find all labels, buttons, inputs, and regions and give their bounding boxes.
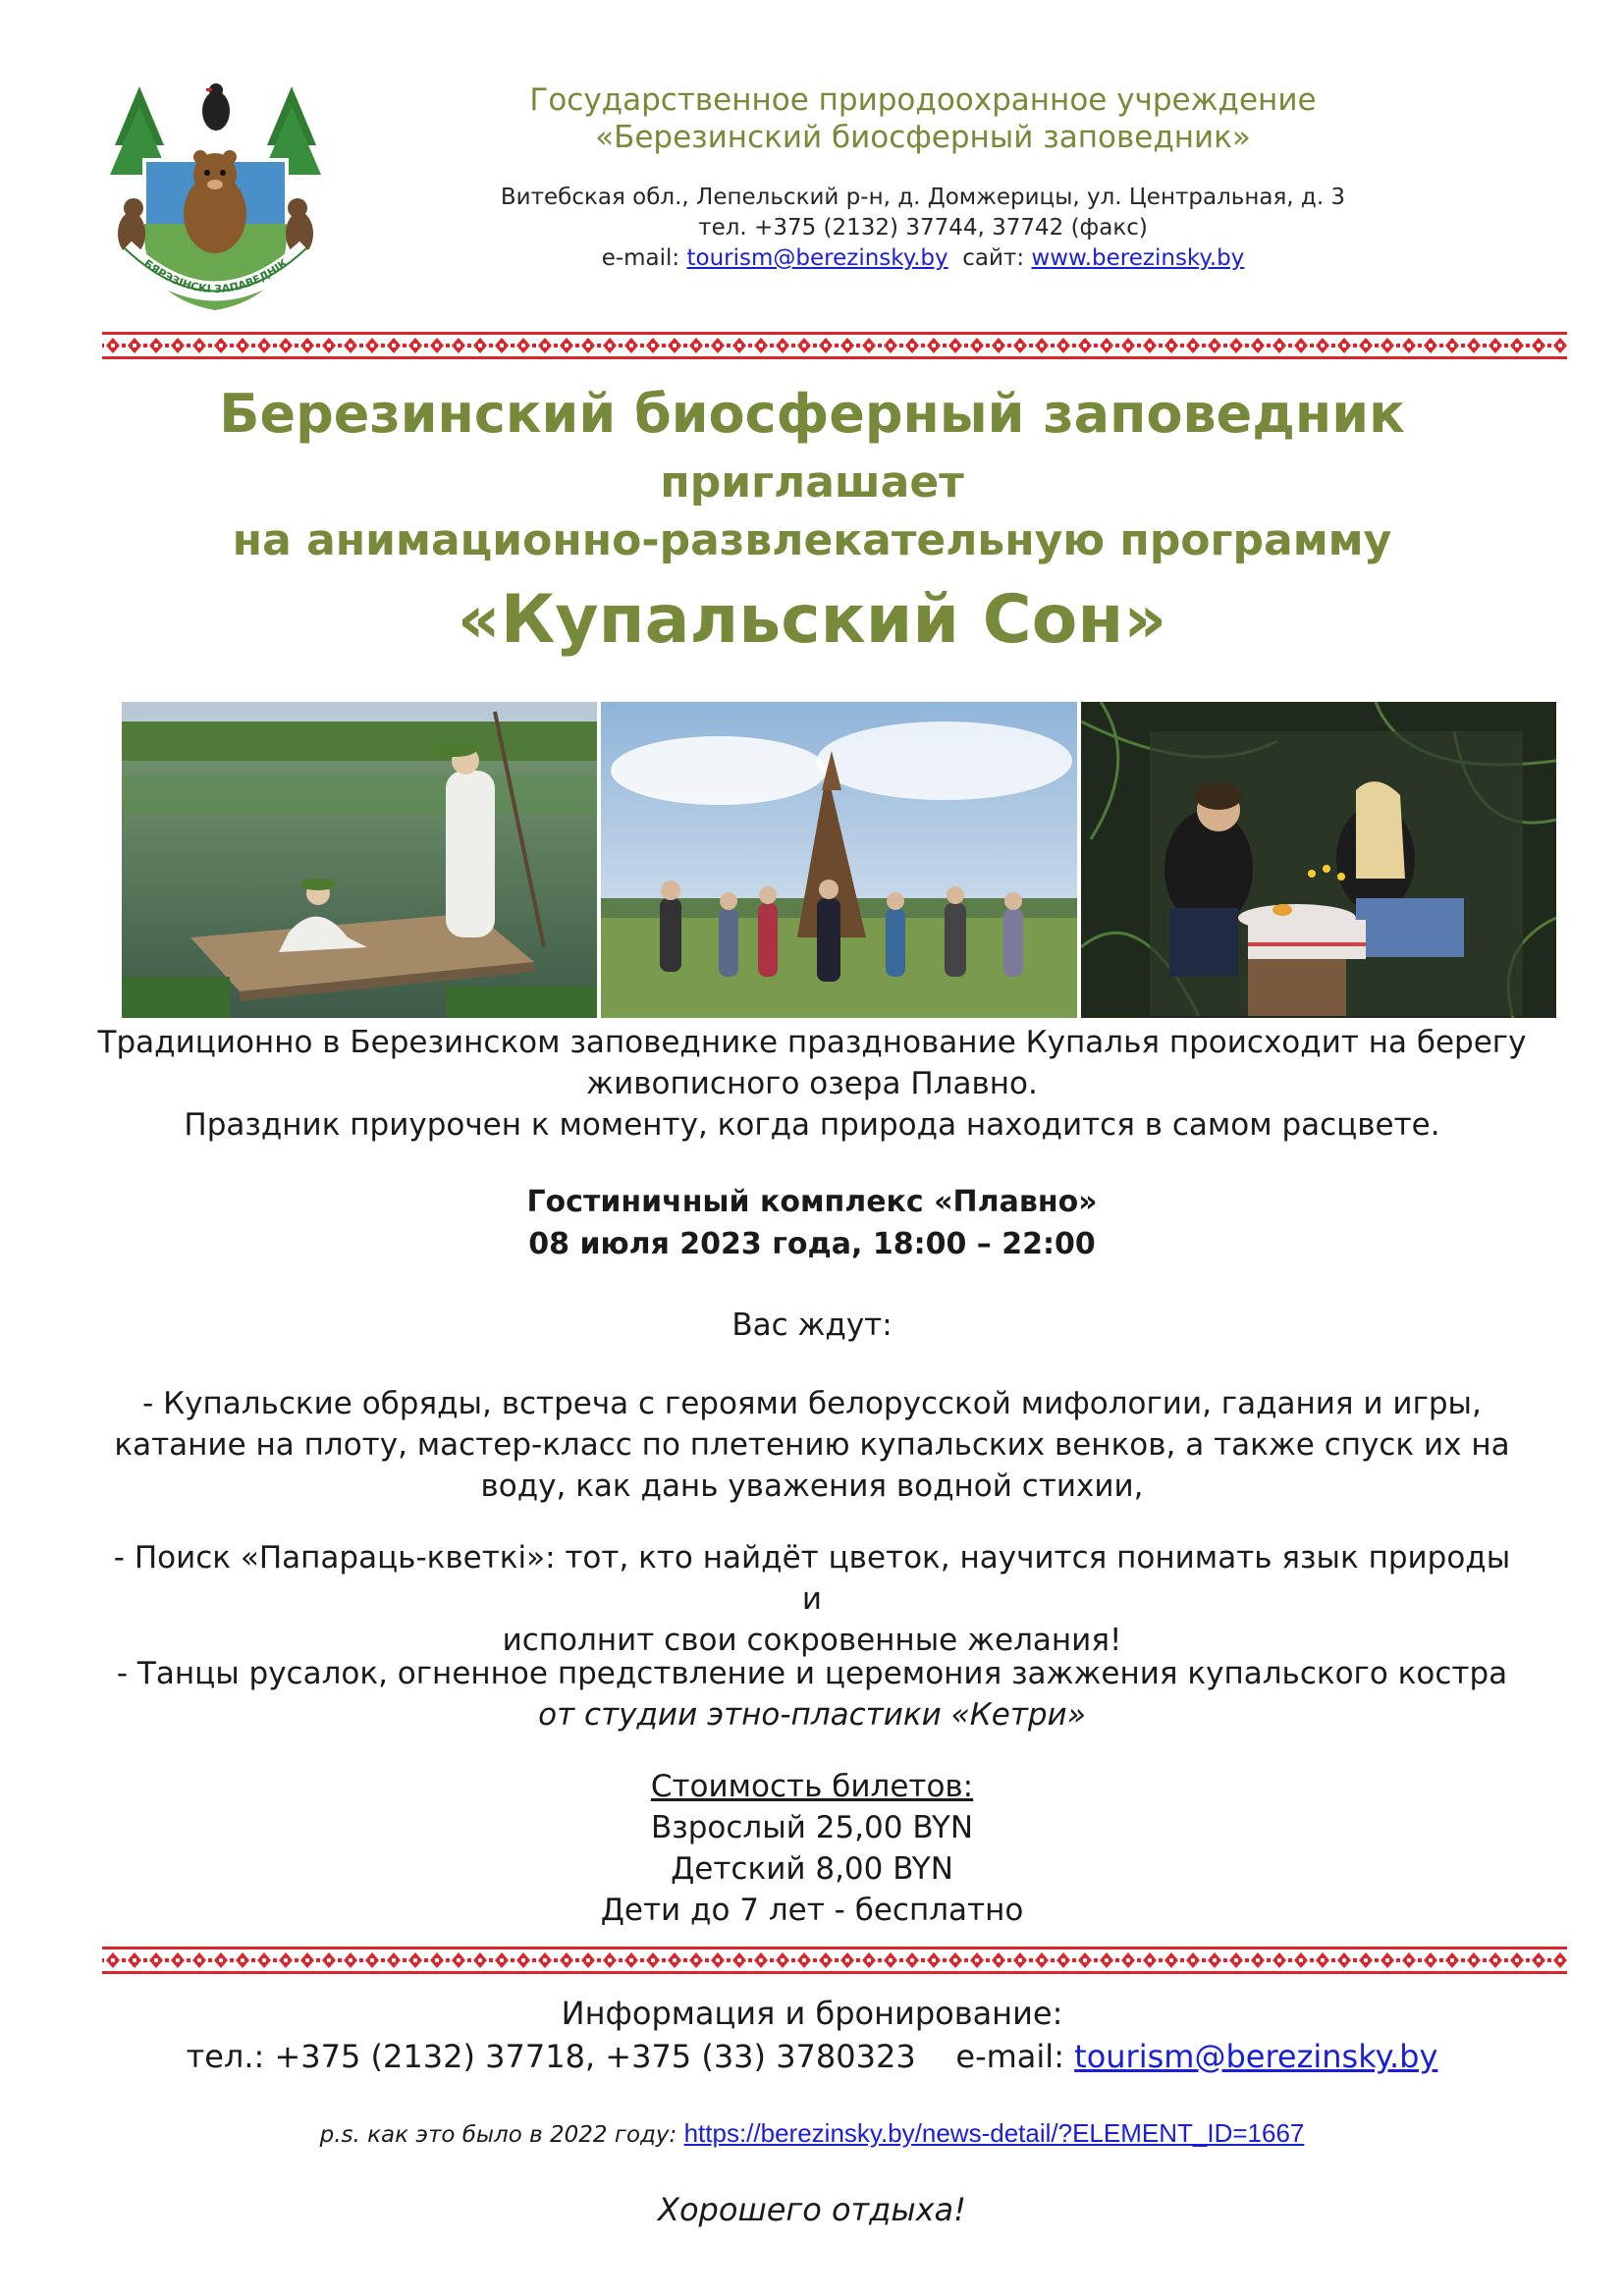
activity-3-line-1: - Танцы русалок, огненное предствление и церемония зажжения купальского костра xyxy=(116,1656,1508,1691)
activity-1-line-3: воду, как дань уважения водной стихии, xyxy=(480,1468,1144,1504)
title-program-type: на анимационно-развлекательную программу xyxy=(232,515,1392,565)
title-reserve-name: Березинский биосферный заповедник xyxy=(219,383,1405,445)
site-label: сайт: xyxy=(962,245,1025,271)
booking-email-label: e-mail: xyxy=(955,2038,1064,2075)
intro-line-2: живописного озера Плавно. xyxy=(586,1065,1038,1101)
activity-1-line-2: катание на плоту, мастер-класс по плетению купальских венков, а также спуск их на xyxy=(114,1426,1510,1463)
booking-phones: тел.: +375 (2132) 37718, +375 (33) 3780323 xyxy=(186,2038,916,2075)
intro-line-3: Праздник приурочен к моменту, когда природа находится в самом расцвете. xyxy=(184,1106,1440,1143)
photo-night-fortune-telling xyxy=(1081,702,1556,1018)
org-name-line2: «Березинский биосферный заповедник» xyxy=(595,120,1251,155)
title-invites: приглашает xyxy=(660,457,964,507)
postscript-label: p.s. как это было в 2022 году: xyxy=(319,2122,677,2148)
email-label: e-mail: xyxy=(601,245,680,271)
activity-1-line-1: - Купальские обряды, встреча с героями белорусской мифологии, гадания и игры, xyxy=(142,1386,1482,1421)
title-event-name: «Купальский Сон» xyxy=(457,581,1167,659)
event-date-time: 08 июля 2023 года, 18:00 – 22:00 xyxy=(528,1227,1096,1261)
activity-item-dances xyxy=(108,1654,1516,1736)
ticket-price-free: Дети до 7 лет - бесплатно xyxy=(600,1893,1024,1928)
closing-wish: Хорошего отдыха! xyxy=(658,2191,966,2228)
org-site-link[interactable]: www.berezinsky.by xyxy=(1031,245,1245,271)
postscript-news-link[interactable]: https://berezinsky.by/news-detail/?ELEMENT_ID=1667 xyxy=(683,2118,1305,2148)
activity-3-line-2: от студии этно-пластики «Кетри» xyxy=(538,1696,1086,1733)
org-name-line1: Государственное природоохранное учреждение xyxy=(529,82,1317,118)
activity-2-line-1: - Поиск «Папараць-кветкі»: тот, кто найдёт цветок, научится понимать язык природы и xyxy=(113,1540,1511,1617)
postscript xyxy=(79,2116,1545,2151)
booking-contacts xyxy=(79,2036,1545,2078)
org-phone: тел. +375 (2132) 37744, 37742 (факс) xyxy=(698,215,1148,240)
reserve-logo xyxy=(110,77,321,317)
await-heading: Вас ждут: xyxy=(731,1308,893,1343)
ticket-price-heading: Стоимость билетов: xyxy=(650,1769,974,1804)
org-email-link[interactable]: tourism@berezinsky.by xyxy=(686,245,948,271)
booking-info-heading: Информация и бронирование: xyxy=(561,1995,1063,2032)
activity-2-line-2: исполнит свои сокровенные желания! xyxy=(502,1622,1122,1658)
photo-raft-on-lake xyxy=(122,702,597,1018)
org-contacts xyxy=(471,245,1375,271)
ticket-price-child: Детский 8,00 BYN xyxy=(671,1851,953,1887)
intro-line-1: Традиционно в Березинском заповеднике празднование Купалья происходит на берегу xyxy=(97,1025,1527,1060)
booking-email-link[interactable]: tourism@berezinsky.by xyxy=(1074,2038,1438,2075)
ticket-price-adult: Взрослый 25,00 BYN xyxy=(650,1810,974,1845)
activity-item-fern-flower xyxy=(108,1538,1516,1662)
photo-kupala-bonfire-dance xyxy=(601,702,1077,1018)
org-address: Витебская обл., Лепельский р-н, д. Домжерицы, ул. Центральная, д. 3 xyxy=(500,185,1346,210)
intro-paragraph xyxy=(79,1023,1545,1147)
event-venue: Гостиничный комплекс «Плавно» xyxy=(526,1185,1098,1219)
ornament-border-bottom xyxy=(102,1947,1567,1974)
svg-text:БЯРЭЗІНСКІ ЗАПАВЕДНІК: БЯРЭЗІНСКІ ЗАПАВЕДНІК xyxy=(141,256,291,296)
activity-item-rituals xyxy=(108,1384,1516,1508)
ornament-border-top xyxy=(102,332,1567,359)
